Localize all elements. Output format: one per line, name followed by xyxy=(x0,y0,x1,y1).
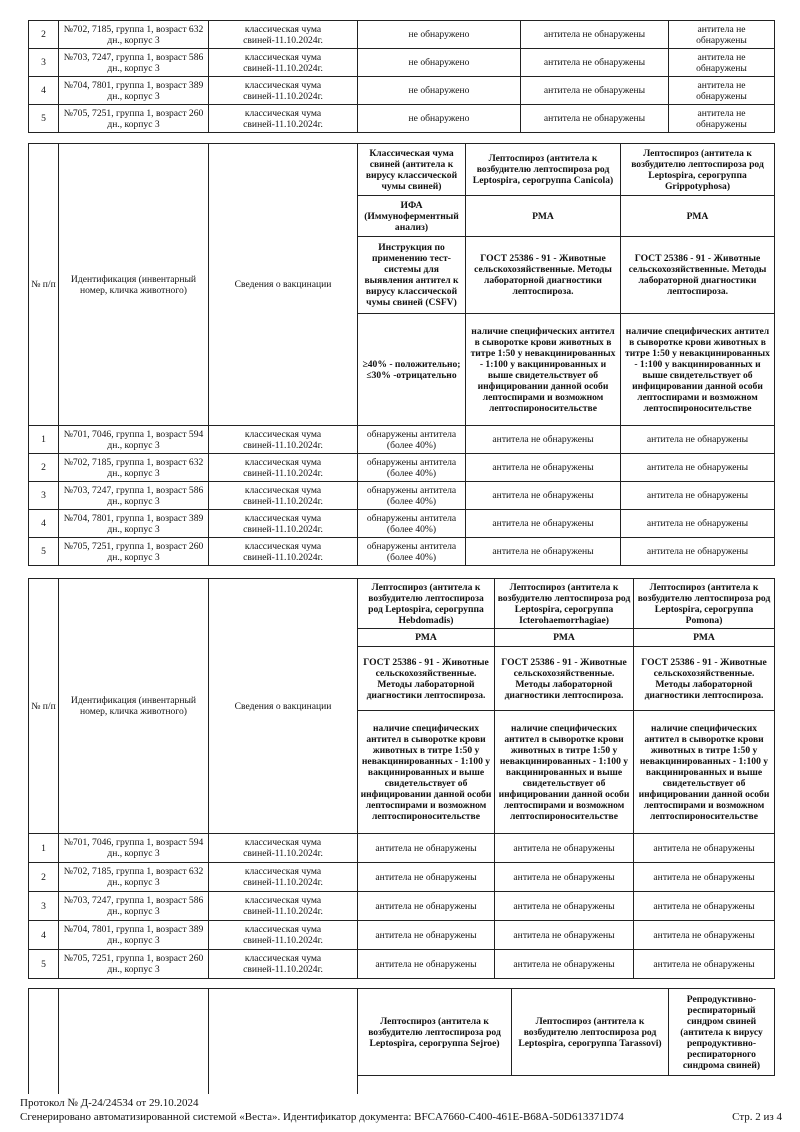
norm-cell: наличие специфических антител в сыворотке крови животных в титре 1:50 у невакцинированных - 1:100 у вакцинированных и выше свидетельствует об инфицировании данной особи лептоспирами и возможном лептоспироносительстве xyxy=(495,711,634,834)
row-number: 3 xyxy=(29,49,59,77)
result-cell: антитела не обнаружены xyxy=(634,863,775,892)
table-row xyxy=(29,77,775,105)
header-num: № п/п xyxy=(29,144,59,426)
result-cell: антитела не обнаружены xyxy=(669,105,775,133)
result-cell: обнаружены антитела (более 40%) xyxy=(358,538,466,566)
doc-cell: ГОСТ 25386 - 91 - Животные сельскохозяйственные. Методы лабораторной диагностики лептоспироза. xyxy=(634,647,775,711)
header-disease: Лептоспироз (антитела к возбудителю лептоспироза род Leptospira, серогруппа Hebdomadis) xyxy=(358,579,495,629)
result-cell: антитела не обнаружены xyxy=(358,950,495,979)
result-cell: антитела не обнаружены xyxy=(634,834,775,863)
results-table-1 xyxy=(28,20,775,133)
doc-cell: ГОСТ 25386 - 91 - Животные сельскохозяйственные. Методы лабораторной диагностики лептоспироза. xyxy=(621,237,775,314)
table-row xyxy=(29,105,775,133)
result-cell: антитела не обнаружены xyxy=(466,482,621,510)
vaccination-info: классическая чума свиней-11.10.2024г. xyxy=(209,538,358,566)
animal-id: №701, 7046, группа 1, возраст 594 дн., корпус 3 xyxy=(59,834,209,863)
header-disease: Классическая чума свиней (антитела к вирусу классической чумы свиней) xyxy=(358,144,466,196)
vaccination-info: классическая чума свиней-11.10.2024г. xyxy=(209,482,358,510)
results-table-2 xyxy=(28,143,775,566)
result-cell: антитела не обнаружены xyxy=(358,921,495,950)
norm-cell: наличие специфических антител в сыворотке крови животных в титре 1:50 у невакцинированных - 1:100 у вакцинированных и выше свидетельствует об инфицировании данной особи лептоспирами и возможном лептоспироносительстве xyxy=(621,314,775,426)
results-table-4 xyxy=(28,988,775,1094)
header-disease: Лептоспироз (антитела к возбудителю лептоспироза род Leptospira, серогруппа Grippotyphosa) xyxy=(621,144,775,196)
result-cell: антитела не обнаружены xyxy=(466,454,621,482)
vaccination-info: классическая чума свиней-11.10.2024г. xyxy=(209,921,358,950)
animal-id: №704, 7801, группа 1, возраст 389 дн., корпус 3 xyxy=(59,921,209,950)
row-number: 4 xyxy=(29,77,59,105)
result-cell: антитела не обнаружены xyxy=(521,105,669,133)
row-number: 3 xyxy=(29,482,59,510)
header-disease: Лептоспироз (антитела к возбудителю лептоспироза род Leptospira, серогруппа Canicola) xyxy=(466,144,621,196)
result-cell: антитела не обнаружены xyxy=(466,538,621,566)
method-cell: РМА xyxy=(358,629,495,647)
header-disease: Лептоспироз (антитела к возбудителю лептоспироза род Leptospira, серогруппа Icterohaemorrhagiae) xyxy=(495,579,634,629)
result-cell: антитела не обнаружены xyxy=(621,426,775,454)
result-cell: антитела не обнаружены xyxy=(669,21,775,49)
animal-id: №703, 7247, группа 1, возраст 586 дн., корпус 3 xyxy=(59,49,209,77)
row-number: 5 xyxy=(29,105,59,133)
header-disease: Лептоспироз (антитела к возбудителю лептоспироза род Leptospira, серогруппа Tarassovi) xyxy=(512,989,669,1076)
vaccination-info: классическая чума свиней-11.10.2024г. xyxy=(209,454,358,482)
row-number: 3 xyxy=(29,892,59,921)
table-row xyxy=(29,921,775,950)
table-row xyxy=(29,482,775,510)
animal-id: №705, 7251, группа 1, возраст 260 дн., корпус 3 xyxy=(59,950,209,979)
header-num: № п/п xyxy=(29,579,59,834)
result-cell: обнаружены антитела (более 40%) xyxy=(358,426,466,454)
doc-cell: ГОСТ 25386 - 91 - Животные сельскохозяйственные. Методы лабораторной диагностики лептоспироза. xyxy=(466,237,621,314)
table-row xyxy=(29,538,775,566)
footer-protocol: Протокол № Д-24/24534 от 29.10.2024 xyxy=(20,1097,199,1109)
animal-id: №701, 7046, группа 1, возраст 594 дн., корпус 3 xyxy=(59,426,209,454)
animal-id: №703, 7247, группа 1, возраст 586 дн., корпус 3 xyxy=(59,482,209,510)
result-cell: антитела не обнаружены xyxy=(495,863,634,892)
header-num xyxy=(29,989,59,1094)
table-row xyxy=(29,863,775,892)
row-number: 2 xyxy=(29,863,59,892)
result-cell: антитела не обнаружены xyxy=(495,834,634,863)
doc-cell: Инструкция по применению тест-системы для выявления антител к вирусу классической чумы свиней (CSFV) xyxy=(358,237,466,314)
norm-cell: наличие специфических антител в сыворотке крови животных в титре 1:50 у невакцинированных - 1:100 у вакцинированных и выше свидетельствует об инфицировании данной особи лептоспирами и возможном лептоспироносительстве xyxy=(634,711,775,834)
result-cell: антитела не обнаружены xyxy=(466,510,621,538)
row-number: 1 xyxy=(29,834,59,863)
norm-cell: ≥40% - положительно; ≤30% -отрицательно xyxy=(358,314,466,426)
vaccination-info: классическая чума свиней-11.10.2024г. xyxy=(209,105,358,133)
result-cell: антитела не обнаружены xyxy=(634,950,775,979)
result-cell: антитела не обнаружены xyxy=(521,21,669,49)
result-cell: антитела не обнаружены xyxy=(358,863,495,892)
method-cell: РМА xyxy=(634,629,775,647)
table-row xyxy=(29,454,775,482)
norm-cell: наличие специфических антител в сыворотке крови животных в титре 1:50 у невакцинированных - 1:100 у вакцинированных и выше свидетельствует об инфицировании данной особи лептоспирами и возможном лептоспироносительстве xyxy=(358,711,495,834)
vaccination-info: классическая чума свиней-11.10.2024г. xyxy=(209,950,358,979)
table-row xyxy=(29,892,775,921)
animal-id: №705, 7251, группа 1, возраст 260 дн., корпус 3 xyxy=(59,105,209,133)
table-row xyxy=(29,834,775,863)
result-cell: не обнаружено xyxy=(358,77,521,105)
result-cell: обнаружены антитела (более 40%) xyxy=(358,510,466,538)
result-cell: антитела не обнаружены xyxy=(621,538,775,566)
vaccination-info: классическая чума свиней-11.10.2024г. xyxy=(209,892,358,921)
result-cell: антитела не обнаружены xyxy=(521,77,669,105)
result-cell: антитела не обнаружены xyxy=(669,77,775,105)
doc-cell: ГОСТ 25386 - 91 - Животные сельскохозяйственные. Методы лабораторной диагностики лептоспироза. xyxy=(358,647,495,711)
vaccination-info: классическая чума свиней-11.10.2024г. xyxy=(209,77,358,105)
animal-id: №702, 7185, группа 1, возраст 632 дн., корпус 3 xyxy=(59,21,209,49)
header-vacc xyxy=(209,989,358,1094)
method-cell: РМА xyxy=(495,629,634,647)
row-number: 1 xyxy=(29,426,59,454)
footer-generated: Сгенерировано автоматизированной системой «Веста». Идентификатор документа: BFCA7660-C400-461E-B68A-50D613371D74 xyxy=(20,1111,624,1123)
result-cell: антитела не обнаружены xyxy=(621,510,775,538)
footer-page: Стр. 2 из 4 xyxy=(732,1111,782,1123)
vaccination-info: классическая чума свиней-11.10.2024г. xyxy=(209,863,358,892)
result-cell: не обнаружено xyxy=(358,21,521,49)
result-cell: антитела не обнаружены xyxy=(621,482,775,510)
vaccination-info: классическая чума свиней-11.10.2024г. xyxy=(209,510,358,538)
header-ident: Идентификация (инвентарный номер, кличка животного) xyxy=(59,579,209,834)
result-cell: антитела не обнаружены xyxy=(621,454,775,482)
vaccination-info: классическая чума свиней-11.10.2024г. xyxy=(209,21,358,49)
row-number: 4 xyxy=(29,921,59,950)
row-number: 2 xyxy=(29,21,59,49)
results-table-3 xyxy=(28,578,775,979)
animal-id: №702, 7185, группа 1, возраст 632 дн., корпус 3 xyxy=(59,863,209,892)
header-method-open xyxy=(358,1076,512,1094)
result-cell: антитела не обнаружены xyxy=(495,921,634,950)
method-cell: ИФА (Иммуноферментный анализ) xyxy=(358,196,466,237)
result-cell: антитела не обнаружены xyxy=(466,426,621,454)
header-ident: Идентификация (инвентарный номер, кличка животного) xyxy=(59,144,209,426)
animal-id: №702, 7185, группа 1, возраст 632 дн., корпус 3 xyxy=(59,454,209,482)
result-cell: не обнаружено xyxy=(358,105,521,133)
result-cell: обнаружены антитела (более 40%) xyxy=(358,454,466,482)
result-cell: антитела не обнаружены xyxy=(634,892,775,921)
result-cell: не обнаружено xyxy=(358,49,521,77)
row-number: 2 xyxy=(29,454,59,482)
row-number: 5 xyxy=(29,950,59,979)
result-cell: антитела не обнаружены xyxy=(634,921,775,950)
norm-cell: наличие специфических антител в сыворотке крови животных в титре 1:50 у невакцинированных - 1:100 у вакцинированных и выше свидетельствует об инфицировании данной особи лептоспирами и возможном лептоспироносительстве xyxy=(466,314,621,426)
row-number: 5 xyxy=(29,538,59,566)
header-vacc: Сведения о вакцинации xyxy=(209,579,358,834)
result-cell: антитела не обнаружены xyxy=(495,950,634,979)
header-ident xyxy=(59,989,209,1094)
result-cell: антитела не обнаружены xyxy=(669,49,775,77)
animal-id: №704, 7801, группа 1, возраст 389 дн., корпус 3 xyxy=(59,510,209,538)
table-row xyxy=(29,426,775,454)
header-disease: Лептоспироз (антитела к возбудителю лептоспироза род Leptospira, серогруппа Pomona) xyxy=(634,579,775,629)
doc-cell: ГОСТ 25386 - 91 - Животные сельскохозяйственные. Методы лабораторной диагностики лептоспироза. xyxy=(495,647,634,711)
vaccination-info: классическая чума свиней-11.10.2024г. xyxy=(209,49,358,77)
header-disease: Репродуктивно-респираторный синдром свиней (антитела к вирусу репродуктивно-респираторного синдрома свиней) xyxy=(669,989,775,1076)
table-row xyxy=(29,49,775,77)
result-cell: обнаружены антитела (более 40%) xyxy=(358,482,466,510)
method-cell: РМА xyxy=(621,196,775,237)
table-row xyxy=(29,510,775,538)
result-cell: антитела не обнаружены xyxy=(495,892,634,921)
table-row xyxy=(29,950,775,979)
table-row xyxy=(29,21,775,49)
result-cell: антитела не обнаружены xyxy=(358,892,495,921)
header-vacc: Сведения о вакцинации xyxy=(209,144,358,426)
vaccination-info: классическая чума свиней-11.10.2024г. xyxy=(209,426,358,454)
result-cell: антитела не обнаружены xyxy=(521,49,669,77)
result-cell: антитела не обнаружены xyxy=(358,834,495,863)
row-number: 4 xyxy=(29,510,59,538)
header-disease: Лептоспироз (антитела к возбудителю лептоспироза род Leptospira, серогруппа Sejroe) xyxy=(358,989,512,1076)
animal-id: №705, 7251, группа 1, возраст 260 дн., корпус 3 xyxy=(59,538,209,566)
vaccination-info: классическая чума свиней-11.10.2024г. xyxy=(209,834,358,863)
animal-id: №704, 7801, группа 1, возраст 389 дн., корпус 3 xyxy=(59,77,209,105)
method-cell: РМА xyxy=(466,196,621,237)
animal-id: №703, 7247, группа 1, возраст 586 дн., корпус 3 xyxy=(59,892,209,921)
